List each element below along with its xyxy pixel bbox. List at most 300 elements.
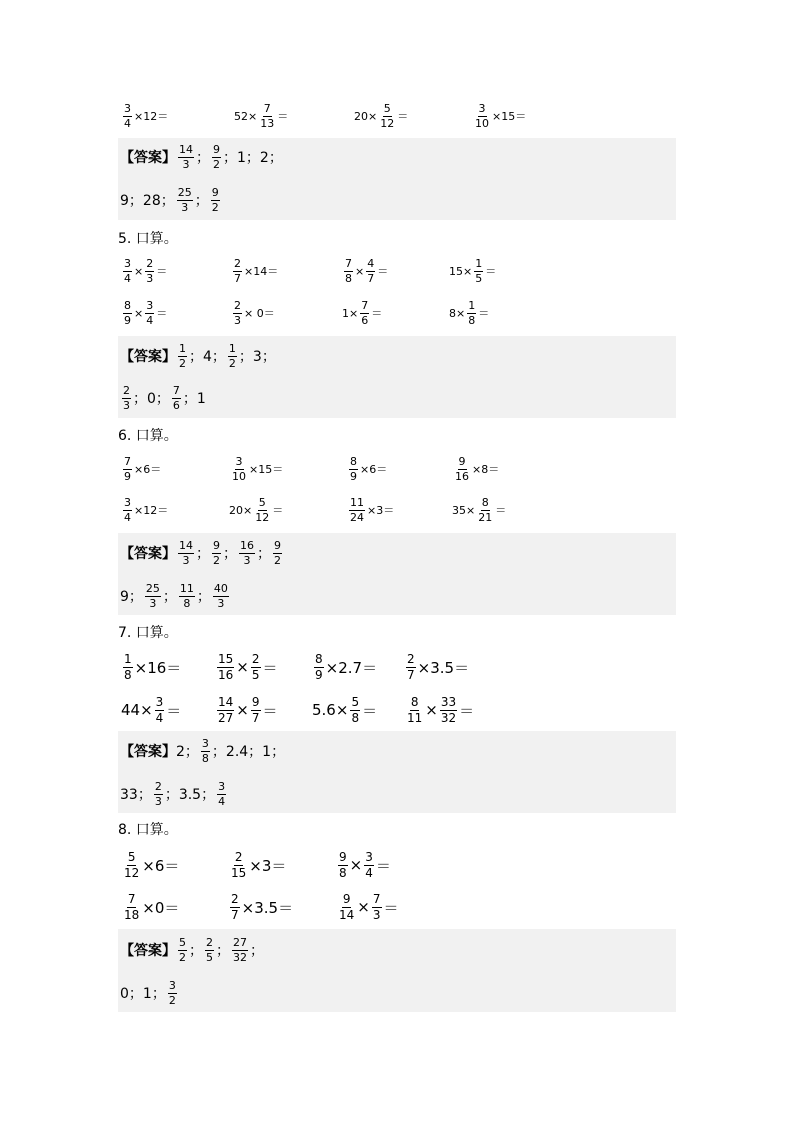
- answer-line: [120, 139, 283, 175]
- expression-text: ×15＝: [492, 110, 527, 123]
- expression-text: ；: [194, 193, 209, 209]
- expression-text: ；: [196, 150, 210, 166]
- problem-expression: [121, 98, 168, 134]
- fraction-numerator: 15: [218, 651, 234, 666]
- answer-label: 【答案】: [120, 943, 176, 959]
- fraction-denominator: 3: [149, 596, 157, 610]
- fraction-denominator: 2: [211, 200, 219, 214]
- problem-expression: [404, 692, 474, 728]
- answer-label: 【答案】: [120, 150, 176, 166]
- fraction: [314, 653, 324, 681]
- fraction-numerator: 27: [233, 935, 247, 949]
- expression-text: 52×: [234, 109, 258, 123]
- fraction: [155, 696, 165, 724]
- fraction-denominator: 7: [231, 907, 239, 922]
- expression-text: ＝: [383, 898, 399, 917]
- expression-text: ×: [349, 856, 363, 874]
- expression-text: ×16＝: [134, 658, 182, 677]
- section-title: 7. 口算。: [118, 625, 178, 641]
- expression-text: ＝: [272, 504, 284, 517]
- fraction: [123, 893, 140, 921]
- answer-line: [120, 975, 179, 1011]
- fraction-numerator: 5: [127, 849, 136, 864]
- fraction-numerator: 1: [475, 256, 483, 270]
- fraction-numerator: 5: [258, 495, 266, 509]
- fraction-numerator: 9: [458, 454, 466, 468]
- expression-text: ×3＝: [249, 856, 287, 875]
- fraction-numerator: 9: [211, 185, 219, 199]
- fraction-denominator: 9: [350, 469, 357, 483]
- fraction-denominator: 4: [218, 794, 226, 808]
- fraction-denominator: 21: [478, 510, 493, 524]
- fraction: [474, 103, 490, 129]
- fraction: [145, 583, 161, 609]
- fraction-denominator: 8: [124, 667, 132, 682]
- fraction-numerator: 2: [206, 935, 213, 949]
- expression-text: 5.6×: [312, 701, 349, 719]
- fraction-numerator: 7: [361, 298, 369, 312]
- fraction-denominator: 24: [350, 510, 364, 524]
- expression-text: ＝: [371, 307, 383, 320]
- fraction-denominator: 9: [315, 667, 323, 682]
- fraction: [178, 343, 187, 369]
- expression-text: ×: [357, 898, 370, 916]
- problem-expression: [228, 889, 293, 925]
- fraction: [273, 540, 282, 566]
- expression-text: ；: [257, 546, 271, 562]
- expression-text: ；: [196, 589, 211, 605]
- expression-text: ×: [425, 701, 438, 719]
- expression-text: ＝: [262, 701, 278, 720]
- expression-text: 2；: [176, 744, 199, 760]
- fraction: [145, 300, 154, 326]
- fraction-denominator: 5: [206, 950, 213, 964]
- fraction-denominator: 16: [218, 667, 234, 682]
- expression-text: ＝: [362, 701, 378, 720]
- fraction-denominator: 2: [213, 553, 220, 567]
- fraction-denominator: 12: [380, 116, 395, 130]
- fraction: [178, 937, 187, 963]
- fraction: [372, 893, 382, 921]
- fraction-numerator: 7: [263, 101, 271, 115]
- expression-text: ；: [162, 589, 177, 605]
- fraction-denominator: 8: [183, 596, 191, 610]
- expression-text: ×2.7＝: [325, 658, 378, 677]
- fraction-numerator: 3: [124, 256, 131, 270]
- expression-text: ×3＝: [367, 504, 395, 517]
- fraction-numerator: 2: [251, 651, 260, 666]
- fraction-numerator: 25: [177, 185, 192, 199]
- fraction: [178, 540, 194, 566]
- fraction-numerator: 3: [168, 978, 176, 992]
- fraction: [251, 653, 261, 681]
- problem-expression: [336, 847, 391, 883]
- fraction: [349, 497, 365, 523]
- fraction-denominator: 7: [367, 271, 375, 285]
- fraction: [123, 258, 132, 284]
- expression-text: ＝: [377, 265, 389, 278]
- fraction-denominator: 8: [339, 865, 347, 880]
- fraction-numerator: 9: [339, 849, 347, 864]
- fraction-denominator: 2: [179, 950, 186, 964]
- fraction-denominator: 32: [440, 710, 457, 725]
- fraction: [251, 696, 261, 724]
- expression-text: ＝: [397, 110, 409, 123]
- fraction-numerator: 7: [372, 891, 381, 906]
- fraction: [232, 937, 248, 963]
- fraction: [259, 103, 275, 129]
- fraction-numerator: 7: [127, 891, 136, 906]
- expression-text: 0；1；: [120, 986, 166, 1002]
- fraction-numerator: 7: [124, 454, 131, 468]
- fraction-denominator: 8: [351, 710, 360, 725]
- expression-text: ×3.5＝: [241, 898, 294, 917]
- fraction-denominator: 15: [231, 865, 247, 880]
- fraction-numerator: 1: [228, 341, 236, 355]
- fraction: [440, 696, 457, 724]
- answer-band: [118, 972, 676, 1012]
- answer-line: [120, 733, 285, 769]
- expression-text: 8×: [449, 306, 466, 320]
- problem-expression: [347, 492, 394, 528]
- problem-expression: [121, 451, 161, 487]
- fraction: [350, 696, 360, 724]
- fraction-numerator: 3: [155, 694, 164, 709]
- fraction: [239, 540, 255, 566]
- expression-text: ；3.5；: [164, 787, 216, 803]
- problem-expression: [354, 98, 408, 134]
- answer-line: [120, 932, 264, 968]
- fraction-numerator: 2: [234, 849, 243, 864]
- expression-text: ×14＝: [244, 265, 279, 278]
- fraction-numerator: 8: [350, 454, 357, 468]
- fraction-numerator: 3: [218, 779, 226, 793]
- fraction-denominator: 11: [407, 710, 423, 725]
- expression-text: ＝: [478, 307, 490, 320]
- expression-text: ＝: [375, 856, 391, 875]
- expression-text: ；: [216, 943, 230, 959]
- fraction-denominator: 4: [155, 710, 164, 725]
- fraction: [178, 144, 194, 170]
- fraction-numerator: 40: [213, 581, 228, 595]
- problem-expression: [231, 253, 278, 289]
- section-title: 8. 口算。: [118, 822, 178, 838]
- fraction-numerator: 16: [240, 538, 254, 552]
- expression-text: ×12＝: [134, 110, 169, 123]
- fraction-numerator: 5: [179, 935, 186, 949]
- fraction-denominator: 3: [182, 157, 190, 171]
- fraction-denominator: 7: [407, 667, 415, 682]
- fraction: [228, 343, 237, 369]
- fraction-denominator: 12: [124, 865, 140, 880]
- fraction-numerator: 4: [367, 256, 375, 270]
- problem-expression: [121, 889, 179, 925]
- fraction-denominator: 3: [146, 271, 154, 285]
- answer-line: [120, 338, 276, 374]
- fraction: [379, 103, 395, 129]
- fraction: [217, 653, 234, 681]
- fraction-numerator: 14: [179, 142, 193, 156]
- fraction-numerator: 9: [251, 694, 260, 709]
- problem-expression: [229, 492, 283, 528]
- problem-expression: [449, 253, 496, 289]
- fraction-numerator: 2: [407, 651, 415, 666]
- expression-text: 9；28；: [120, 193, 175, 209]
- fraction-denominator: 8: [468, 313, 476, 327]
- answer-line: [120, 380, 206, 416]
- fraction: [123, 456, 132, 482]
- fraction-denominator: 13: [260, 116, 275, 130]
- fraction-numerator: 3: [201, 736, 209, 750]
- fraction-numerator: 7: [172, 383, 180, 397]
- expression-text: ＝: [156, 265, 168, 278]
- fraction-numerator: 2: [231, 891, 239, 906]
- expression-text: ×: [134, 306, 144, 320]
- fraction: [360, 300, 369, 326]
- fraction-denominator: 2: [213, 157, 220, 171]
- fraction: [123, 103, 132, 129]
- expression-text: ×3.5＝: [417, 658, 470, 677]
- answer-line: [120, 182, 222, 218]
- fraction: [205, 937, 214, 963]
- fraction: [179, 583, 195, 609]
- fraction-denominator: 10: [232, 469, 246, 483]
- problem-expression: [452, 492, 506, 528]
- expression-text: ×: [355, 264, 365, 278]
- problem-expression: [312, 692, 377, 728]
- fraction: [338, 851, 348, 879]
- expression-text: 20×: [354, 109, 378, 123]
- fraction: [233, 300, 242, 326]
- expression-text: ＝: [277, 110, 289, 123]
- problem-expression: [336, 889, 399, 925]
- fraction-numerator: 1: [179, 341, 186, 355]
- problem-expression: [121, 253, 167, 289]
- expression-text: ；1: [182, 391, 206, 407]
- fraction-denominator: 9: [124, 469, 131, 483]
- fraction: [406, 696, 423, 724]
- expression-text: 20×: [229, 503, 253, 517]
- fraction: [217, 696, 234, 724]
- fraction: [177, 187, 193, 213]
- problem-expression: [121, 295, 167, 331]
- expression-text: ×6＝: [134, 463, 162, 476]
- fraction-numerator: 7: [345, 256, 352, 270]
- answer-label: 【答案】: [120, 744, 176, 760]
- expression-text: ×8＝: [472, 463, 500, 476]
- fraction-numerator: 3: [235, 454, 243, 468]
- fraction-numerator: 5: [383, 101, 391, 115]
- fraction-numerator: 2: [234, 256, 241, 270]
- expression-text: ；0；: [133, 391, 170, 407]
- fraction-denominator: 4: [124, 271, 131, 285]
- fraction-denominator: 32: [233, 950, 247, 964]
- fraction-denominator: 9: [124, 313, 131, 327]
- problem-expression: [404, 649, 469, 685]
- fraction: [172, 385, 181, 411]
- fraction-numerator: 3: [365, 849, 373, 864]
- expression-text: ；: [223, 546, 237, 562]
- fraction: [213, 583, 229, 609]
- fraction-denominator: 27: [218, 710, 234, 725]
- fraction: [474, 258, 483, 284]
- fraction-numerator: 9: [213, 142, 220, 156]
- fraction-denominator: 6: [361, 313, 369, 327]
- fraction-numerator: 3: [478, 101, 486, 115]
- expression-text: ×6＝: [360, 463, 388, 476]
- expression-text: ＝: [262, 658, 278, 677]
- fraction-numerator: 2: [123, 383, 130, 397]
- fraction-numerator: 8: [124, 298, 131, 312]
- problem-expression: [342, 253, 388, 289]
- problem-expression: [472, 98, 526, 134]
- fraction-numerator: 9: [342, 891, 351, 906]
- expression-text: × 0＝: [244, 307, 275, 320]
- fraction-numerator: 14: [179, 538, 193, 552]
- fraction: [201, 738, 210, 764]
- fraction: [230, 893, 240, 921]
- fraction-denominator: 3: [234, 313, 241, 327]
- expression-text: ×12＝: [134, 504, 169, 517]
- problem-expression: [312, 649, 377, 685]
- fraction-denominator: 2: [274, 553, 281, 567]
- problem-expression: [234, 98, 288, 134]
- fraction-numerator: 2: [234, 298, 241, 312]
- fraction-denominator: 16: [455, 469, 469, 483]
- expression-text: ；: [189, 943, 203, 959]
- fraction: [212, 144, 221, 170]
- fraction-denominator: 4: [124, 510, 131, 524]
- fraction-denominator: 3: [243, 553, 251, 567]
- answer-line: [120, 776, 228, 812]
- fraction-numerator: 5: [351, 694, 360, 709]
- problem-expression: [121, 649, 181, 685]
- fraction-numerator: 33: [440, 694, 457, 709]
- expression-text: ＝: [495, 504, 507, 517]
- fraction-denominator: 2: [179, 356, 186, 370]
- fraction: [344, 258, 353, 284]
- fraction-denominator: 3: [372, 907, 381, 922]
- problem-expression: [342, 295, 382, 331]
- expression-text: ×: [236, 658, 249, 676]
- fraction-denominator: 6: [172, 398, 180, 412]
- fraction-numerator: 9: [213, 538, 220, 552]
- fraction: [123, 300, 132, 326]
- expression-text: ；4；: [189, 349, 226, 365]
- fraction-denominator: 4: [146, 313, 154, 327]
- fraction-denominator: 5: [475, 271, 483, 285]
- fraction-numerator: 3: [124, 101, 131, 115]
- answer-line: [120, 535, 284, 571]
- fraction-denominator: 3: [123, 398, 130, 412]
- fraction: [349, 456, 358, 482]
- fraction-numerator: 14: [218, 694, 234, 709]
- expression-text: 35×: [452, 503, 476, 517]
- problem-expression: [215, 649, 278, 685]
- fraction-denominator: 18: [124, 907, 140, 922]
- expression-text: ；: [196, 546, 210, 562]
- fraction-denominator: 2: [168, 993, 176, 1007]
- problem-expression: [121, 692, 181, 728]
- fraction-numerator: 11: [350, 495, 364, 509]
- fraction-numerator: 2: [146, 256, 154, 270]
- expression-text: ×15＝: [249, 463, 284, 476]
- expression-text: 33；: [120, 787, 152, 803]
- section-title: 5. 口算。: [118, 231, 178, 247]
- answer-label: 【答案】: [120, 546, 176, 562]
- expression-text: ；1；2；: [223, 150, 283, 166]
- fraction-denominator: 4: [365, 865, 373, 880]
- fraction: [254, 497, 270, 523]
- fraction: [123, 653, 133, 681]
- fraction: [212, 540, 221, 566]
- expression-text: ×: [236, 701, 249, 719]
- fraction-denominator: 3: [217, 596, 225, 610]
- fraction: [230, 851, 247, 879]
- problem-expression: [231, 295, 275, 331]
- fraction-numerator: 9: [274, 538, 281, 552]
- expression-text: 1×: [342, 306, 359, 320]
- fraction: [168, 980, 177, 1006]
- fraction: [123, 851, 140, 879]
- fraction: [231, 456, 247, 482]
- answer-label: 【答案】: [120, 349, 176, 365]
- problem-expression: [121, 847, 179, 883]
- expression-text: ＝: [485, 265, 497, 278]
- fraction-numerator: 1: [468, 298, 476, 312]
- fraction-denominator: 5: [251, 667, 260, 682]
- problem-expression: [452, 451, 499, 487]
- expression-text: ；3；: [238, 349, 276, 365]
- fraction-numerator: 25: [145, 581, 160, 595]
- problem-expression: [347, 451, 387, 487]
- expression-text: 44×: [121, 701, 153, 719]
- fraction-numerator: 8: [410, 694, 419, 709]
- section-title: 6. 口算。: [118, 428, 178, 444]
- fraction: [454, 456, 470, 482]
- fraction-denominator: 4: [124, 116, 131, 130]
- fraction: [366, 258, 375, 284]
- expression-text: ；: [250, 943, 264, 959]
- fraction: [406, 653, 416, 681]
- fraction-denominator: 2: [228, 356, 236, 370]
- fraction: [145, 258, 154, 284]
- fraction: [364, 851, 374, 879]
- problem-expression: [449, 295, 489, 331]
- fraction: [338, 893, 355, 921]
- expression-text: ×0＝: [142, 898, 180, 917]
- fraction: [154, 781, 163, 807]
- fraction: [233, 258, 242, 284]
- fraction-numerator: 11: [179, 581, 194, 595]
- fraction-denominator: 3: [154, 794, 162, 808]
- fraction-denominator: 8: [345, 271, 352, 285]
- fraction-numerator: 8: [315, 651, 323, 666]
- fraction-numerator: 3: [124, 495, 131, 509]
- fraction: [211, 187, 220, 213]
- fraction: [467, 300, 476, 326]
- problem-expression: [215, 692, 278, 728]
- fraction-numerator: 1: [124, 651, 132, 666]
- problem-expression: [121, 492, 168, 528]
- expression-text: ＝: [166, 701, 182, 720]
- expression-text: ＝: [156, 307, 168, 320]
- problem-expression: [229, 451, 283, 487]
- fraction-numerator: 2: [154, 779, 162, 793]
- fraction-denominator: 8: [201, 751, 209, 765]
- fraction-denominator: 7: [234, 271, 241, 285]
- fraction: [122, 385, 131, 411]
